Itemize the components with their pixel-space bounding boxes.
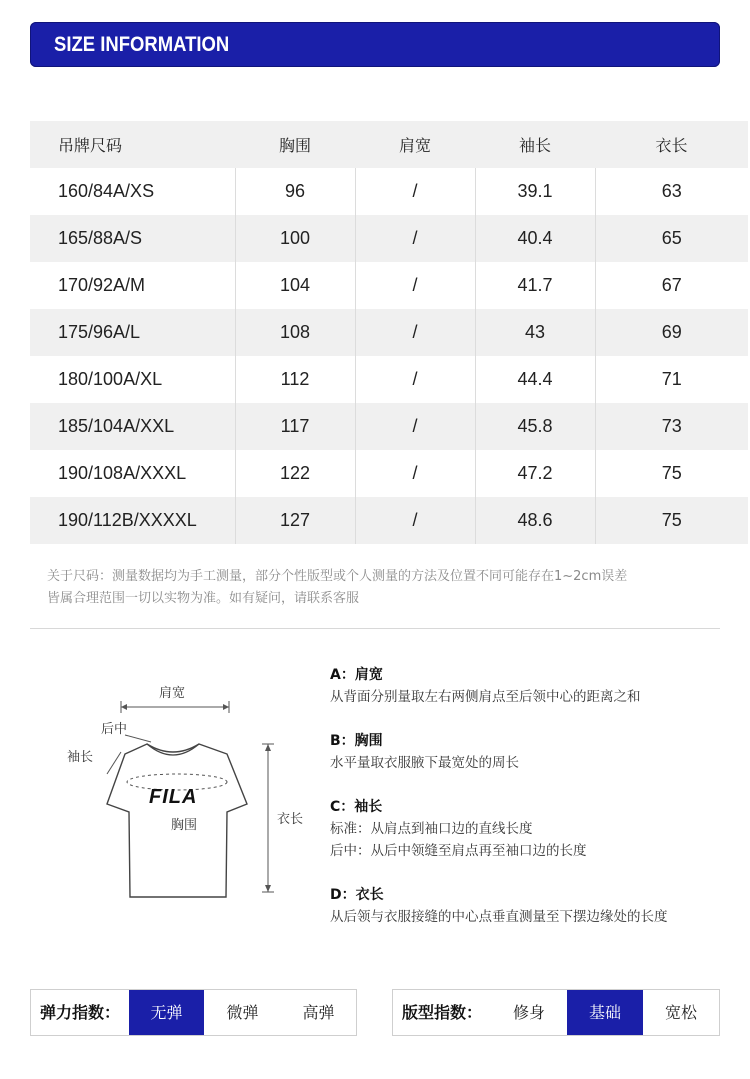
table-row (30, 403, 748, 450)
definition-text: 水平量取衣服腋下最宽处的周长 (330, 755, 519, 771)
table-cell: 40.4 (475, 215, 595, 262)
table-row (30, 168, 748, 215)
diagram-label-chest: 胸围 (171, 818, 198, 833)
diagram-label-shoulder: 肩宽 (159, 686, 186, 701)
table-cell: / (355, 168, 475, 215)
table-header-cell: 胸围 (235, 121, 355, 168)
table-row (30, 215, 748, 262)
table-cell: 117 (235, 403, 355, 450)
table-cell: / (355, 497, 475, 544)
table-cell: / (355, 309, 475, 356)
fila-logo: FILA (149, 786, 198, 808)
fit-label: 版型指数： (401, 1003, 482, 1022)
table-header-row (30, 121, 748, 168)
table-cell: 65 (595, 215, 748, 262)
definition-title: C：袖长 (330, 799, 383, 815)
divider (30, 628, 720, 629)
table-cell: 41.7 (475, 262, 595, 309)
table-cell: 75 (595, 450, 748, 497)
measurement-diagram (55, 680, 325, 910)
fit-option-slim: 修身 (512, 1003, 545, 1022)
table-cell: 47.2 (475, 450, 595, 497)
definition-title: A：肩宽 (330, 667, 383, 683)
table-cell: 104 (235, 262, 355, 309)
table-cell: 67 (595, 262, 748, 309)
definition-text: 从后领与衣服接缝的中心点垂直测量至下摆边缘处的长度 (330, 909, 668, 925)
banner-title: SIZE INFORMATION (54, 33, 230, 56)
measurement-definitions (330, 664, 730, 950)
diagram-label-length: 衣长 (277, 812, 304, 827)
table-cell: 73 (595, 403, 748, 450)
table-cell: 63 (595, 168, 748, 215)
table-cell: 75 (595, 497, 748, 544)
fit-option-regular: 基础 (567, 990, 643, 1035)
table-cell: 185/104A/XXL (30, 403, 235, 450)
table-cell: 43 (475, 309, 595, 356)
elasticity-option-none: 无弹 (129, 990, 204, 1035)
table-header-cell: 吊牌尺码 (30, 121, 235, 168)
table-cell: 180/100A/XL (58, 369, 163, 389)
table-header-cell: 肩宽 (355, 121, 475, 168)
table-cell: 190/112B/XXXXL (30, 497, 235, 544)
table-row (30, 497, 748, 544)
table-cell: / (355, 403, 475, 450)
fit-option-loose: 宽松 (664, 1003, 697, 1022)
table-cell: 45.8 (475, 403, 595, 450)
elasticity-label: 弹力指数： (39, 1003, 120, 1022)
table-cell: 165/88A/S (30, 215, 235, 262)
note-line-2: 皆属合理范围一切以实物为准。如有疑问，请联系客服 (47, 591, 360, 606)
table-header-cell: 衣长 (595, 121, 748, 168)
table-header-cell: 袖长 (475, 121, 595, 168)
size-table (30, 121, 748, 544)
definition-block (330, 796, 730, 862)
fit-index (392, 989, 720, 1036)
table-cell: 71 (595, 356, 748, 403)
table-cell: / (355, 262, 475, 309)
table-row (30, 262, 748, 309)
table-row (30, 450, 748, 497)
elasticity-option-slight: 微弹 (226, 1003, 259, 1022)
definition-block (330, 884, 730, 928)
table-cell: 39.1 (475, 168, 595, 215)
table-cell: 175/96A/L (30, 309, 235, 356)
size-info-banner (30, 22, 720, 67)
definition-title: B：胸围 (330, 733, 383, 749)
diagram-label-sleeve: 袖长 (67, 750, 94, 765)
table-row (30, 309, 748, 356)
definition-block (330, 664, 730, 708)
table-cell: / (355, 450, 475, 497)
table-cell: 108 (235, 309, 355, 356)
diagram-label-back-center: 后中 (101, 722, 128, 737)
table-cell: 44.4 (475, 356, 595, 403)
table-cell: / (355, 356, 475, 403)
table-cell: 112 (235, 356, 355, 403)
elasticity-option-high: 高弹 (302, 1003, 335, 1022)
table-cell: 48.6 (475, 497, 595, 544)
definition-text: 后中：从后中领缝至肩点再至袖口边的长度 (330, 843, 587, 859)
definition-text: 标准：从肩点到袖口边的直线长度 (330, 821, 533, 837)
definition-title: D：衣长 (330, 887, 384, 903)
definition-text: 从背面分别量取左右两侧肩点至后领中心的距离之和 (330, 689, 641, 705)
note-line-1: 关于尺码：测量数据均为手工测量，部分个性版型或个人测量的方法及位置不同可能存在1~2cm误差 (47, 569, 628, 584)
elasticity-index (30, 989, 357, 1036)
table-row (30, 356, 748, 403)
definition-block (330, 730, 730, 774)
table-cell: 100 (235, 215, 355, 262)
table-cell: 122 (235, 450, 355, 497)
table-cell: 127 (235, 497, 355, 544)
measurement-note (47, 566, 727, 610)
table-cell: 170/92A/M (58, 275, 146, 295)
table-cell: 96 (235, 168, 355, 215)
table-cell: 69 (595, 309, 748, 356)
table-cell: 190/108A/XXXL (58, 463, 187, 483)
table-cell: / (355, 215, 475, 262)
table-cell: 160/84A/XS (58, 181, 155, 201)
